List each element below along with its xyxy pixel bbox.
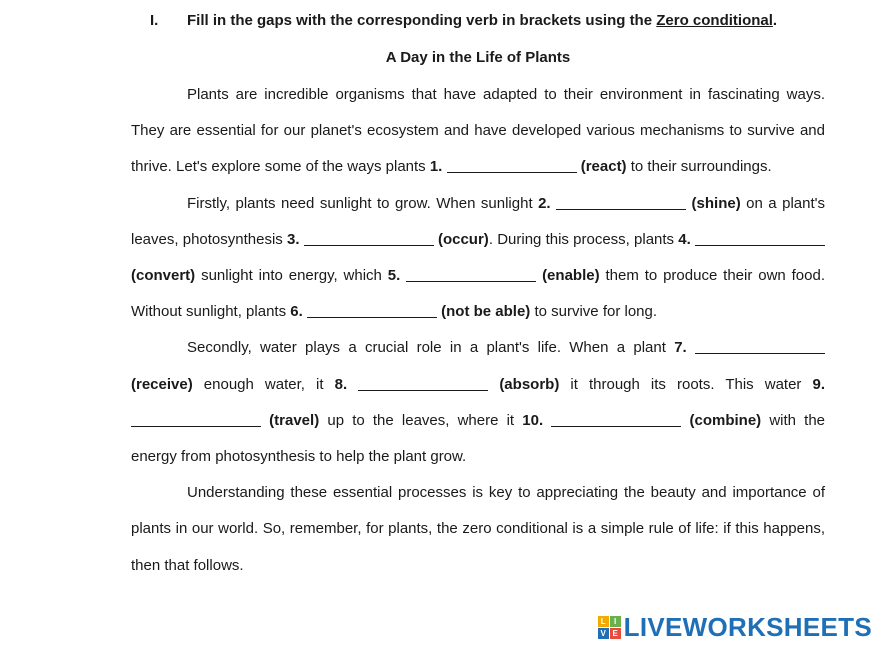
answer-blank-7[interactable] bbox=[695, 339, 825, 354]
answer-blank-9[interactable] bbox=[131, 412, 261, 427]
gap-number: 8. bbox=[334, 375, 348, 393]
verb-hint: (convert) bbox=[131, 267, 196, 285]
page-title: A Day in the Life of Plants bbox=[385, 49, 571, 66]
answer-blank-10[interactable] bbox=[551, 412, 681, 427]
answer-blank-1[interactable] bbox=[447, 158, 577, 173]
gap-number: 5. bbox=[387, 267, 401, 285]
paragraph bbox=[131, 330, 825, 475]
liveworksheets-logo bbox=[598, 612, 872, 643]
logo-mark-square: L bbox=[598, 616, 609, 627]
paragraph-text: them to produce their own food. Without sunlight, plants bbox=[131, 267, 825, 321]
answer-blank-2[interactable] bbox=[556, 195, 686, 210]
instruction-text: Fill in the gaps with the corresponding verb in brackets using the bbox=[187, 12, 657, 29]
reading-passage bbox=[131, 77, 825, 584]
logo-mark-square: V bbox=[598, 628, 609, 639]
paragraph-text: on a plant's leaves, photosynthesis bbox=[131, 194, 826, 248]
verb-hint: (enable) bbox=[542, 267, 600, 285]
instruction-underlined-term: Zero conditional bbox=[656, 12, 773, 29]
gap-number: 9. bbox=[812, 375, 826, 393]
paragraph-text: . During this process, plants bbox=[488, 230, 679, 248]
instruction-period: . bbox=[772, 12, 778, 29]
logo-text: LIVEWORKSHEETS bbox=[623, 612, 872, 642]
gap-number: 3. bbox=[287, 230, 300, 248]
paragraph-text: up to the leaves, where it bbox=[319, 411, 523, 429]
paragraph-text: Secondly, water plays a crucial role in a plant's life. When a plant bbox=[187, 339, 675, 357]
paragraph bbox=[131, 77, 825, 186]
paragraph-text: Firstly, plants need sunlight to grow. When sunlight bbox=[187, 194, 539, 212]
verb-hint: (shine) bbox=[691, 194, 741, 212]
gap-number: 1. bbox=[429, 158, 443, 176]
paragraph-text: to their surroundings. bbox=[626, 158, 772, 176]
paragraph-text: it through its roots. This water bbox=[559, 375, 813, 393]
logo-mark-square: E bbox=[610, 628, 621, 639]
gap-number: 4. bbox=[678, 230, 691, 248]
paragraph-text: Understanding these essential processes is key to appreciating the beauty and importance of plants in our world. So, remember, for plants, the zero conditional is a simple rule of life: if this happens, then that follows. bbox=[131, 484, 825, 574]
answer-blank-4[interactable] bbox=[695, 231, 825, 246]
answer-blank-6[interactable] bbox=[307, 303, 437, 318]
verb-hint: (occur) bbox=[437, 230, 489, 248]
paragraph-text: Plants are incredible organisms that have adapted to their environment in fascinating ways. They are essential for our planet's ecosystem and have developed various mechanisms to survive and thrive. Let's explore some of the ways plants bbox=[131, 86, 825, 176]
exercise-number: I. bbox=[150, 12, 159, 29]
verb-hint: (not be able) bbox=[441, 303, 531, 321]
paragraph-text: with the energy from photosynthesis to help the plant grow. bbox=[131, 411, 826, 466]
paragraph bbox=[131, 186, 825, 331]
verb-hint: (travel) bbox=[269, 411, 320, 429]
answer-blank-8[interactable] bbox=[358, 376, 488, 391]
paragraph bbox=[131, 475, 825, 584]
verb-hint: (receive) bbox=[131, 375, 193, 393]
exercise-instruction bbox=[150, 12, 777, 29]
answer-blank-3[interactable] bbox=[304, 231, 434, 246]
paragraph-text: sunlight into energy, which bbox=[195, 267, 388, 285]
paragraph-text: enough water, it bbox=[192, 375, 335, 393]
gap-number: 10. bbox=[522, 411, 544, 429]
verb-hint: (react) bbox=[580, 158, 627, 176]
gap-number: 7. bbox=[674, 339, 687, 357]
verb-hint: (absorb) bbox=[499, 375, 560, 393]
logo-mark-icon bbox=[598, 616, 621, 639]
gap-number: 6. bbox=[290, 303, 303, 321]
paragraph-text: to survive for long. bbox=[530, 303, 658, 321]
answer-blank-5[interactable] bbox=[406, 267, 536, 282]
logo-mark-square: I bbox=[610, 616, 621, 627]
gap-number: 2. bbox=[538, 194, 551, 212]
verb-hint: (combine) bbox=[689, 411, 762, 429]
